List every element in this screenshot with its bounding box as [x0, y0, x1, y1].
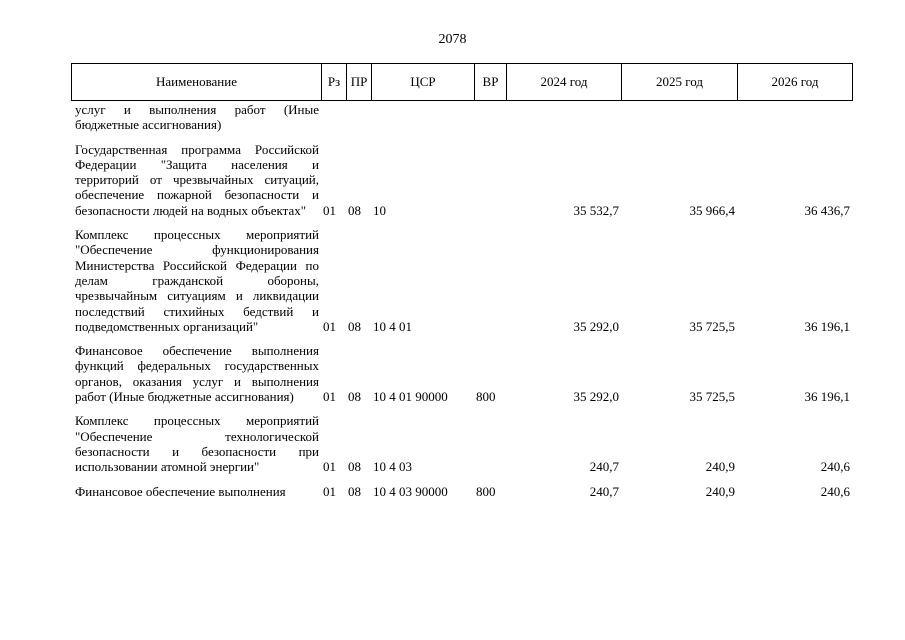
row-2024	[506, 102, 621, 142]
row-2026: 240,6	[820, 459, 850, 475]
row-2025: 240,9	[705, 483, 735, 499]
header-2025: 2025 год	[622, 64, 738, 101]
row-2025: 35 966,4	[689, 202, 735, 218]
row-vr	[474, 413, 506, 483]
row-pr: 08	[348, 389, 361, 405]
row-2024: 35 292,0	[573, 389, 619, 405]
header-2026: 2026 год	[738, 64, 853, 101]
table-header	[71, 63, 853, 101]
row-pr: 08	[348, 483, 361, 499]
row-pr: 08	[348, 318, 361, 334]
row-2024: 240,7	[589, 459, 619, 475]
row-name: услуг и выполнения работ (Иные бюджетные ассигнования)	[75, 102, 319, 133]
row-2026	[737, 102, 852, 142]
table-row	[71, 484, 852, 499]
header-vr: ВР	[475, 64, 507, 101]
row-rz: 01	[323, 459, 336, 475]
row-pr	[346, 102, 371, 142]
row-name: Финансовое обеспечение выполнения	[75, 483, 286, 499]
row-csr	[371, 102, 474, 142]
row-rz	[321, 102, 346, 142]
row-2026: 36 196,1	[804, 389, 850, 405]
row-csr: 10 4 01 90000	[373, 389, 448, 405]
row-2025: 35 725,5	[689, 389, 735, 405]
row-vr: 800	[476, 389, 496, 405]
row-2024: 35 292,0	[573, 318, 619, 334]
budget-table	[71, 102, 852, 499]
row-rz: 01	[323, 202, 336, 218]
row-name: Комплекс процессных мероприятий "Обеспечение функционирования Министерства Российской Федерации по делам гражданской обороны, чрезвычайным ситуациям и ликвидации последствий стихийных бедствий и подведомственных организаций"	[75, 227, 319, 334]
row-2024: 240,7	[589, 483, 619, 499]
row-2025: 35 725,5	[689, 318, 735, 334]
row-rz: 01	[323, 318, 336, 334]
table-row	[71, 343, 852, 413]
table-row	[71, 413, 852, 483]
table-row	[71, 227, 852, 343]
page-number: 2078	[438, 32, 467, 47]
row-csr: 10 4 01	[373, 318, 412, 334]
row-pr: 08	[348, 202, 361, 218]
header-pr: ПР	[347, 64, 372, 101]
header-name: Наименование	[72, 64, 322, 101]
row-2026: 36 436,7	[804, 202, 850, 218]
row-2025: 240,9	[705, 459, 735, 475]
row-rz: 01	[323, 389, 336, 405]
row-2026: 36 196,1	[804, 318, 850, 334]
row-pr: 08	[348, 459, 361, 475]
row-2024: 35 532,7	[573, 202, 619, 218]
header-2024: 2024 год	[507, 64, 622, 101]
row-vr: 800	[476, 483, 496, 499]
row-csr: 10 4 03	[373, 459, 412, 475]
row-name: Комплекс процессных мероприятий "Обеспечение технологической безопасности и безопасности при использовании атомной энергии"	[75, 413, 319, 475]
row-csr: 10	[373, 202, 386, 218]
row-name: Государственная программа Российской Федерации "Защита населения и территорий от чрезвычайных ситуаций, обеспечение пожарной безопасности и безопасности людей на водных объектах"	[75, 141, 319, 218]
row-rz: 01	[323, 483, 336, 499]
row-name: Финансовое обеспечение выполнения функций федеральных государственных органов, оказания услуг и выполнения работ (Иные бюджетные ассигнования)	[75, 343, 319, 405]
row-vr	[474, 142, 506, 227]
table-row	[71, 142, 852, 227]
row-vr	[474, 227, 506, 343]
row-2026: 240,6	[820, 483, 850, 499]
row-2025	[621, 102, 737, 142]
table-row	[71, 102, 852, 142]
header-csr: ЦСР	[372, 64, 475, 101]
row-csr: 10 4 03 90000	[373, 483, 448, 499]
row-vr	[474, 102, 506, 142]
header-rz: Рз	[322, 64, 347, 101]
